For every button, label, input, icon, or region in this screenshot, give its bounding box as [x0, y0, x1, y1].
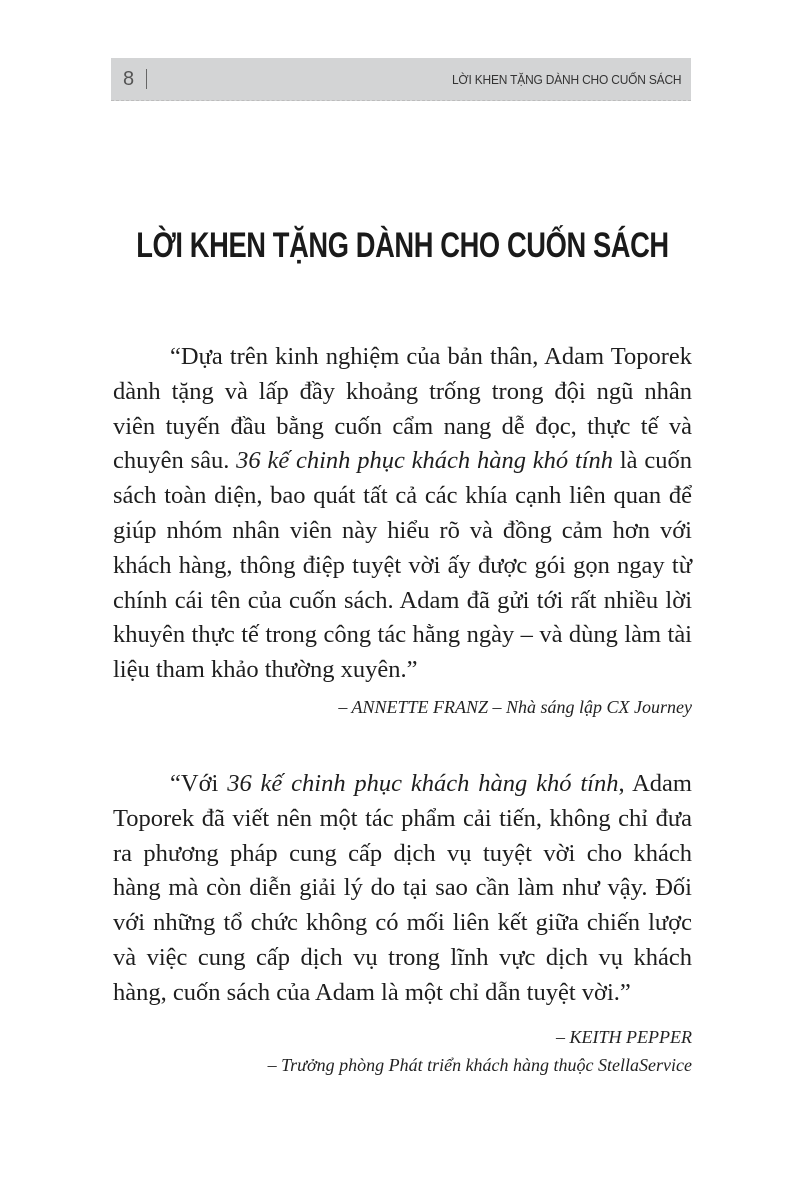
- testimonial-attribution-2: [113, 1023, 692, 1079]
- attribution-role: – Trưởng phòng Phát triển khách hàng thuộc StellaService: [267, 1054, 692, 1075]
- header-separator: [146, 69, 147, 89]
- testimonial-quote-2: [113, 767, 692, 1011]
- book-title-italic: 36 kế chinh phục khách hàng khó tính: [227, 769, 619, 797]
- page-number: 8: [123, 68, 135, 90]
- testimonials-body: [113, 340, 692, 1079]
- quote-text: “Dựa trên kinh nghiệm của bản thân, Adam Toporek dành tặng và lấp đầy khoảng trống trong đội ngũ nhân viên tuyến đầu bằng cuốn cẩm nang dễ đọc, thực tế và chuyên sâu.: [113, 343, 692, 475]
- quote-text: “Với: [170, 769, 228, 797]
- running-title: LỜI KHEN TẶNG DÀNH CHO CUỐN SÁCH: [451, 72, 681, 87]
- testimonial-quote-1: [113, 340, 692, 688]
- quote-text: là cuốn sách toàn diện, bao quát tất cả các khía cạnh liên quan để giúp nhóm nhân viên này hiểu rõ và đồng cảm hơn với khách hàng, thông điệp tuyệt vời ấy được gói gọn ngay từ chính cái tên của cuốn sách. Adam đã gửi tới rất nhiều lời khuyên thực tế trong công tác hằng ngày – và dùng làm tài liệu tham khảo thường xuyên.”: [113, 447, 692, 684]
- testimonial-attribution-1: – ANNETTE FRANZ – Nhà sáng lập CX Journey: [338, 696, 692, 717]
- chapter-title: LỜI KHEN TẶNG DÀNH CHO CUỐN SÁCH: [136, 226, 669, 265]
- quote-text: , Adam Toporek đã viết nên một tác phẩm cải tiến, không chỉ đưa ra phương pháp cung cấp dịch vụ tuyệt vời cho khách hàng mà còn diễn giải lý do tại sao cần làm như vậy. Đối với những tổ chức không có mối liên kết giữa chiến lược và việc cung cấp dịch vụ trong lĩnh vực dịch vụ khách hàng, cuốn sách của Adam là một chỉ dẫn tuyệt vời.”: [113, 769, 692, 1006]
- running-header: [111, 58, 691, 101]
- book-title-italic: 36 kế chinh phục khách hàng khó tính: [236, 447, 614, 475]
- attribution-name: – KEITH PEPPER: [556, 1026, 692, 1047]
